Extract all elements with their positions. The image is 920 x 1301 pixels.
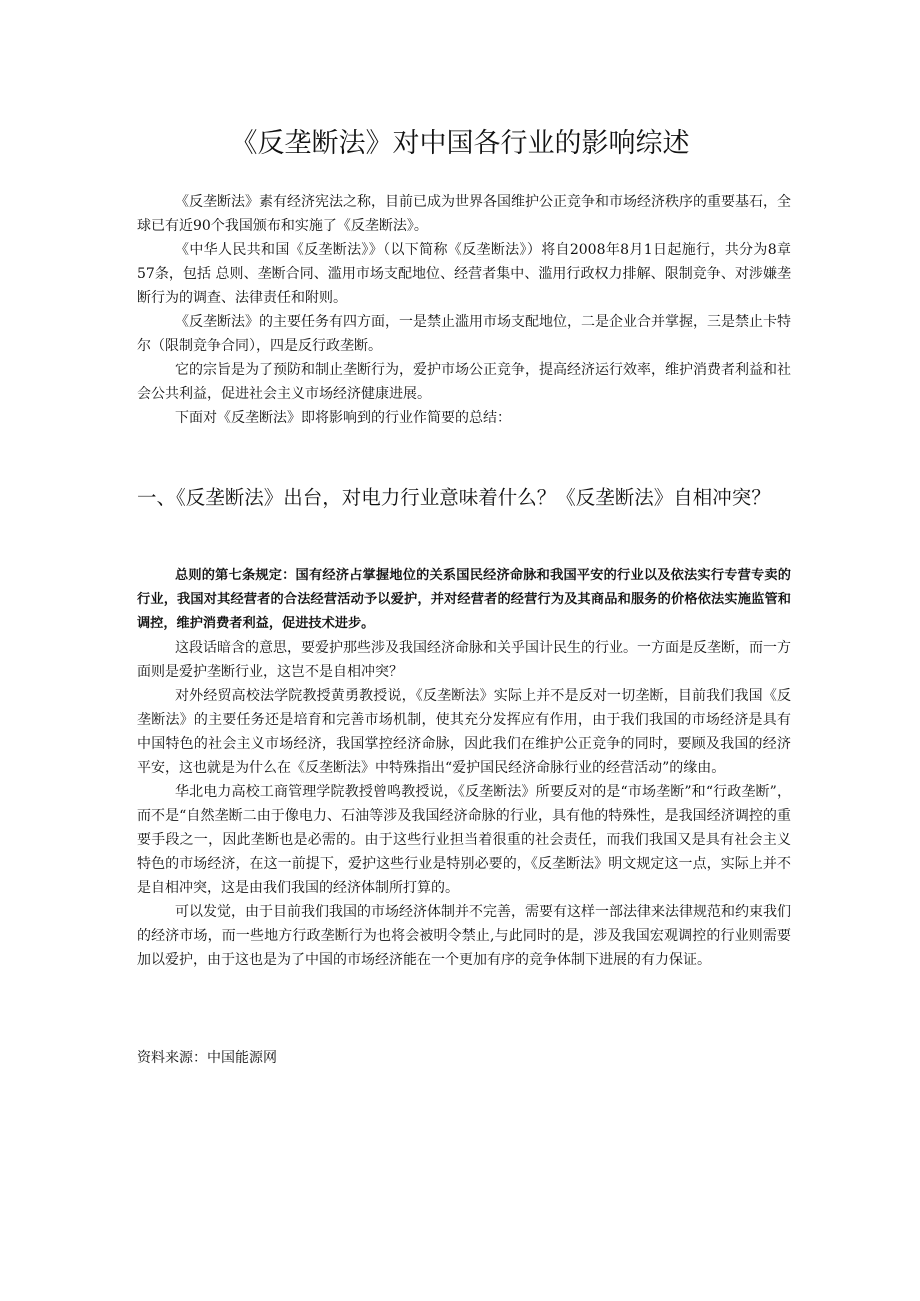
intro-paragraph: 《中华人民共和国《反垄断法》》（以下简称《反垄断法》）将自2008年8月1日起施行，共分为8章57条，包括 总则、垄断合同、滥用市场支配地位、经营者集中、滥用行政权力排解、限制竞争、对涉嫌垄断行为的调查、法律责任和附则。	[137, 242, 791, 306]
body-paragraph: 可以发觉，由于目前我们我国的市场经济体制并不完善，需要有这样一部法律来法律规范和约束我们的经济市场，而一些地方行政垄断行为也将会被明令禁止,与此同时的是，涉及我国宏观调控的行业则需要加以爱护，由于这也是为了中国的市场经济能在一个更加有序的竞争体制下进展的有力保证。	[137, 904, 791, 968]
body-paragraph: 对外经贸高校法学院教授黄勇教授说，《反垄断法》实际上并不是反对一切垄断，目前我们我国《反垄断法》的主要任务还是培育和完善市场机制，使其充分发挥应有作用，由于我们我国的市场经济是具有中国特色的社会主义市场经济，我国掌控经济命脉，因此我们在维护公正竞争的同时，要顾及我国的经济平安，这也就是为什么在《反垄断法》中特殊指出“爱护国民经济命脉行业的经营活动”的缘由。	[137, 688, 791, 776]
intro-paragraph: 《反垄断法》素有经济宪法之称，目前已成为世界各国维护公正竞争和市场经济秩序的重要基石，全球已有近90个我国颁布和实施了《反垄断法》。	[137, 194, 791, 234]
source-line: 资料来源：中国能源网	[137, 1050, 277, 1066]
intro-paragraph: 下面对《反垄断法》即将影响到的行业作简要的总结：	[175, 410, 511, 426]
intro-paragraph: 《反垄断法》的主要任务有四方面，一是禁止滥用市场支配地位，二是企业合并掌握，三是禁止卡特尔（限制竞争合同），四是反行政垄断。	[137, 314, 791, 354]
section-body	[137, 564, 791, 972]
document-title: 《反垄断法》对中国各行业的影响综述	[230, 128, 690, 159]
body-paragraph: 华北电力高校工商管理学院教授曾鸣教授说，《反垄断法》所要反对的是“市场垄断”和“行政垄断”，而不是“自然垄断二由于像电力、石油等涉及我国经济命脉的行业，具有他的特殊性，是我国经济调控的重要手段之一，因此垄断也是必需的。由于这些行业担当着很重的社会责任，而我们我国又是具有社会主义特色的市场经济，在这一前提下，爱护这些行业是特别必要的，《反垄断法》明文规定这一点，实际上并不是自相冲突，这是由我们我国的经济体制所打算的。	[137, 784, 791, 896]
intro-section	[137, 190, 791, 430]
intro-paragraph: 它的宗旨是为了预防和制止垄断行为，爱护市场公正竞争，提高经济运行效率，维护消费者利益和社会公共利益，促进社会主义市场经济健康进展。	[137, 362, 791, 402]
section-heading: 一、《反垄断法》出台，对电力行业意味着什么？《反垄断法》自相冲突？	[137, 486, 771, 509]
bold-paragraph: 总则的第七条规定：国有经济占掌握地位的关系国民经济命脉和我国平安的行业以及依法实行专营专卖的行业，我国对其经营者的合法经营活动予以爱护，并对经营者的经营行为及其商品和服务的价格依法实施监管和调控，维护消费者利益，促进技术进步。	[137, 568, 791, 631]
body-paragraph: 这段话暗含的意思，要爱护那些涉及我国经济命脉和关乎国计民生的行业。一方面是反垄断，而一方面则是爱护垄断行业，这岂不是自相冲突？	[137, 640, 791, 680]
